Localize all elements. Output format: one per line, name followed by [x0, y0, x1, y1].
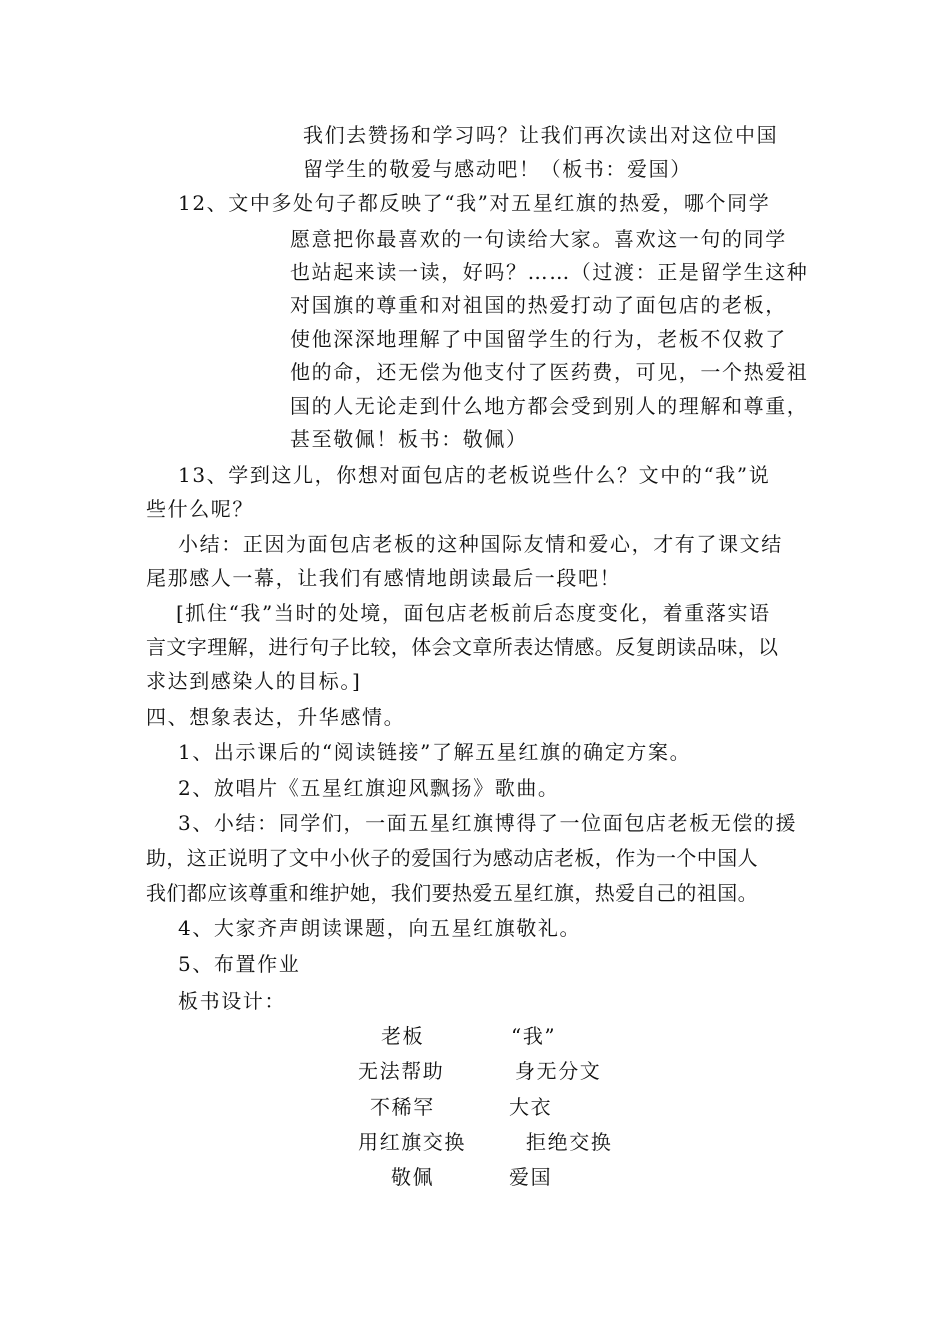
board-right-item: 拒绝交换 [526, 1130, 613, 1154]
board-left-item: 用红旗交换 [358, 1130, 466, 1154]
text-line: 甚至敬佩！板书：敬佩） [290, 427, 528, 451]
text-line: 求达到感染人的目标。] [146, 669, 362, 693]
text-line: [抓住“我”当时的处境，面包店老板前后态度变化，着重落实语 [176, 601, 771, 625]
board-right-item: “我” [511, 1024, 557, 1048]
text-line: 13、学到这儿，你想对面包店的老板说些什么？文中的“我”说 [178, 463, 771, 487]
text-line: 我们去赞扬和学习吗？让我们再次读出对这位中国 [303, 123, 779, 147]
board-left-item: 老板 [381, 1024, 425, 1048]
text-line: 些什么呢？ [146, 497, 254, 521]
board-left-item: 不稀罕 [370, 1095, 435, 1119]
text-line: 言文字理解，进行句子比较，体会文章所表达情感。反复朗读品味，以 [146, 635, 779, 659]
board-left-item: 无法帮助 [358, 1059, 445, 1083]
text-line: 也站起来读一读，好吗？……（过渡：正是留学生这种 [290, 260, 809, 284]
text-line: 12、文中多处句子都反映了“我”对五星红旗的热爱，哪个同学 [178, 191, 771, 215]
list-item: 3、小结：同学们，一面五星红旗博得了一位面包店老板无偿的援 [178, 811, 798, 835]
text-line: 对国旗的尊重和对祖国的热爱打动了面包店的老板， [290, 293, 787, 317]
text-line: 他的命，还无偿为他支付了医药费，可见，一个热爱祖 [290, 360, 809, 384]
list-item: 5、布置作业 [178, 952, 301, 976]
text-line: 小结：正因为面包店老板的这种国际友情和爱心，才有了课文结 [178, 532, 783, 556]
text-line: 助，这正说明了文中小伙子的爱国行为感动店老板，作为一个中国人 [146, 846, 758, 870]
board-right-item: 大衣 [509, 1095, 553, 1119]
text-line: 使他深深地理解了中国留学生的行为，老板不仅救了 [290, 327, 787, 351]
text-line: 我们都应该尊重和维护她，我们要热爱五星红旗，热爱自己的祖国。 [146, 881, 758, 905]
text-line: 国的人无论走到什么地方都会受到别人的理解和尊重， [290, 394, 809, 418]
board-right-item: 爱国 [509, 1165, 553, 1189]
text-line: 尾那感人一幕，让我们有感情地朗读最后一段吧！ [146, 566, 622, 590]
section-heading: 四、想象表达，升华感情。 [146, 705, 406, 729]
board-title: 板书设计： [178, 989, 286, 1013]
text-line: 留学生的敬爱与感动吧！（板书：爱国） [303, 157, 692, 181]
list-item: 4、大家齐声朗读课题，向五星红旗敬礼。 [178, 916, 582, 940]
board-left-item: 敬佩 [391, 1165, 435, 1189]
list-item: 1、出示课后的“阅读链接”了解五星红旗的确定方案。 [178, 740, 692, 764]
text-line: 愿意把你最喜欢的一句读给大家。喜欢这一句的同学 [290, 227, 787, 251]
board-right-item: 身无分文 [515, 1059, 602, 1083]
list-item: 2、放唱片《五星红旗迎风飘扬》歌曲。 [178, 776, 560, 800]
